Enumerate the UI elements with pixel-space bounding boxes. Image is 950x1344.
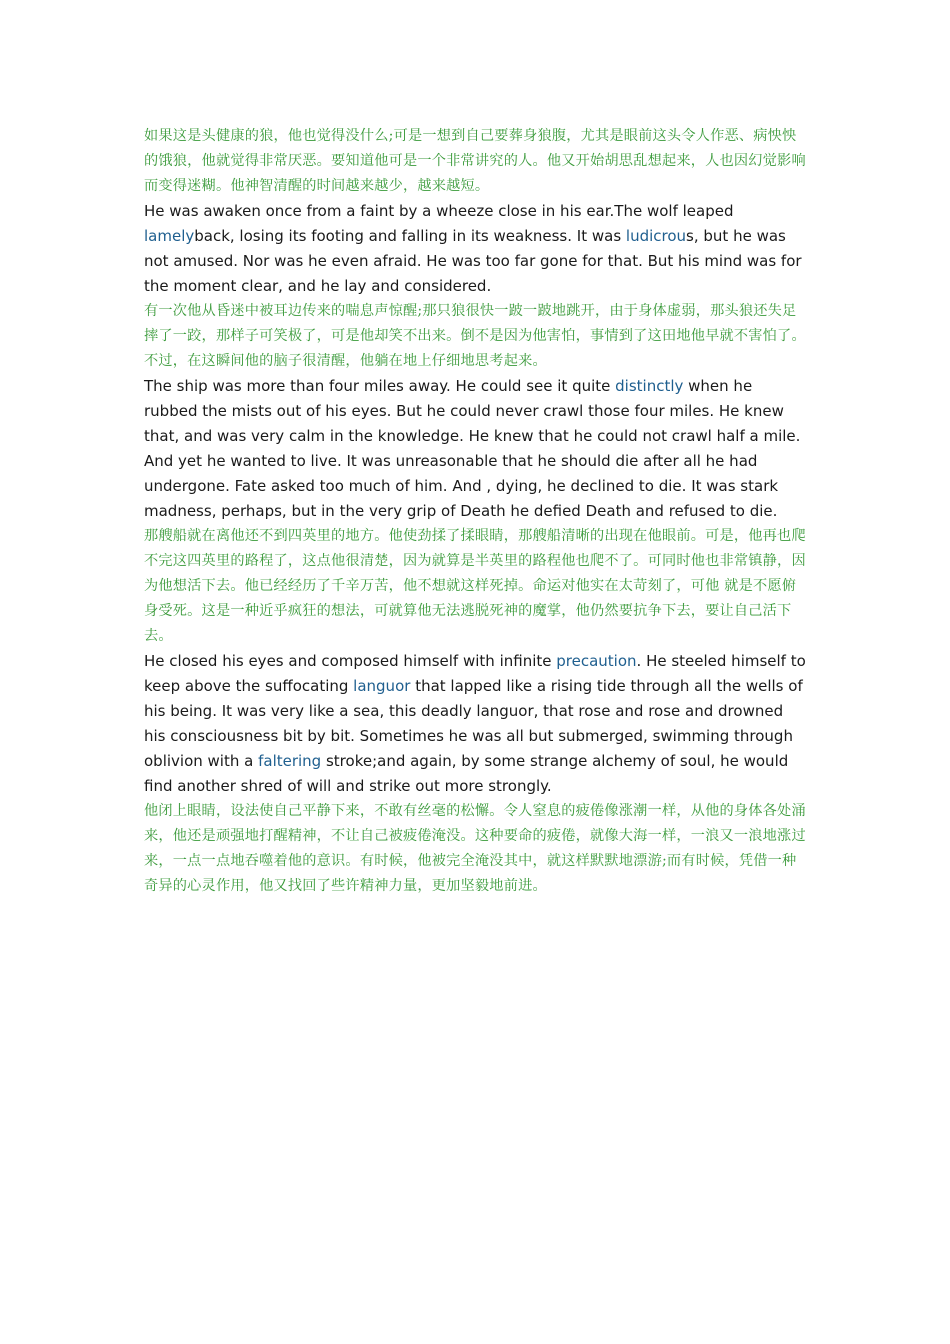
chinese-paragraph-3: 那艘船就在离他还不到四英里的地方。他使劲揉了揉眼睛，那艘船清晰的出现在他眼前。可是，他再也爬不完这四英里的路程了，这点他很清楚，因为就算是半英里的路程他也爬不了。可同时他也非常镇静，因为他想活下去。他已经经历了千辛万苦，他不想就这样死掉。命运对他实在太苛刻了，可他 就是不愿俯身受死。这是一种近乎疯狂的想法，可就算他无法逃脱死神的魔掌，他仍然要抗争下去，要让自己活下去。 bbox=[144, 528, 806, 644]
vocab-word-ludicrous: ludicrou bbox=[625, 227, 687, 245]
english-paragraph-2 bbox=[144, 374, 808, 524]
text-run: The ship was more than four miles away. He could see it quite bbox=[144, 377, 616, 395]
text-run: . He steeled himself to keep above the suffocating bbox=[144, 652, 806, 695]
text-run: when he rubbed the mists out of his eyes. But he could never crawl those four miles. He knew that, and was very calm in the knowledge. He knew that he could not crawl half a mile. And yet he wanted to live. It was unreasonable that he should die after all he had undergone. Fate asked too much of him. And , dying, he declined to die. It was stark madness, perhaps, but in the very grip of Death he defied Death and refused to die. bbox=[144, 377, 801, 520]
text-run: He was awaken once from a faint by a wheeze close in his ear.The wolf leaped bbox=[144, 202, 734, 220]
text-run: He closed his eyes and composed himself with infinite bbox=[144, 652, 557, 670]
chinese-paragraph-4: 他闭上眼睛，设法使自己平静下来，不敢有丝毫的松懈。令人窒息的疲倦像涨潮一样，从他的身体各处涌来，他还是顽强地打醒精神，不让自己被疲倦淹没。这种要命的疲倦，就像大海一样，一浪又一浪地涨过来，一点一点地吞噬着他的意识。有时候，他被完全淹没其中，就这样默默地漂游;而有时候，凭借一种奇异的心灵作用，他又找回了些许精神力量，更加坚毅地前进。 bbox=[144, 803, 806, 894]
vocab-word-languor: languor bbox=[353, 677, 411, 695]
text-run: back, losing its footing and falling in its weakness. It was bbox=[194, 227, 626, 245]
text-run: s, but he was not amused. Nor was he even afraid. He was too far gone for that. But his mind was for the moment clear, and he lay and considered. bbox=[144, 227, 802, 295]
text-run: that lapped like a rising tide through all the wells of his being. It was very like a sea, this deadly languor, that rose and rose and drowned his consciousness bit by bit. Sometimes he was all but submerged, swimming through oblivion with a bbox=[144, 677, 803, 770]
vocab-word-precaution: precaution bbox=[556, 652, 637, 670]
text-run: stroke;and again, by some strange alchemy of soul, he would find another shred of will and strike out more strongly. bbox=[144, 752, 789, 795]
chinese-paragraph-1: 如果这是头健康的狼，他也觉得没什么;可是一想到自己要葬身狼腹，尤其是眼前这头令人作恶、病怏怏的饿狼，他就觉得非常厌恶。要知道他可是一个非常讲究的人。他又开始胡思乱想起来，人也因幻觉影响而变得迷糊。他神智清醒的时间越来越少，越来越短。 bbox=[144, 128, 806, 194]
vocab-word-faltering: faltering bbox=[258, 752, 322, 770]
vocab-word-distinctly: distinctly bbox=[615, 377, 684, 395]
vocab-word-lamely: lamely bbox=[144, 227, 195, 245]
document-page bbox=[144, 124, 808, 899]
chinese-paragraph-2: 有一次他从昏迷中被耳边传来的喘息声惊醒;那只狼很快一跛一跛地跳开，由于身体虚弱，那头狼还失足摔了一跤，那样子可笑极了，可是他却笑不出来。倒不是因为他害怕，事情到了这田地他早就不害怕了。不过，在这瞬间他的脑子很清醒，他躺在地上仔细地思考起来。 bbox=[144, 303, 806, 369]
english-paragraph-3 bbox=[144, 649, 808, 799]
english-paragraph-1 bbox=[144, 199, 808, 299]
